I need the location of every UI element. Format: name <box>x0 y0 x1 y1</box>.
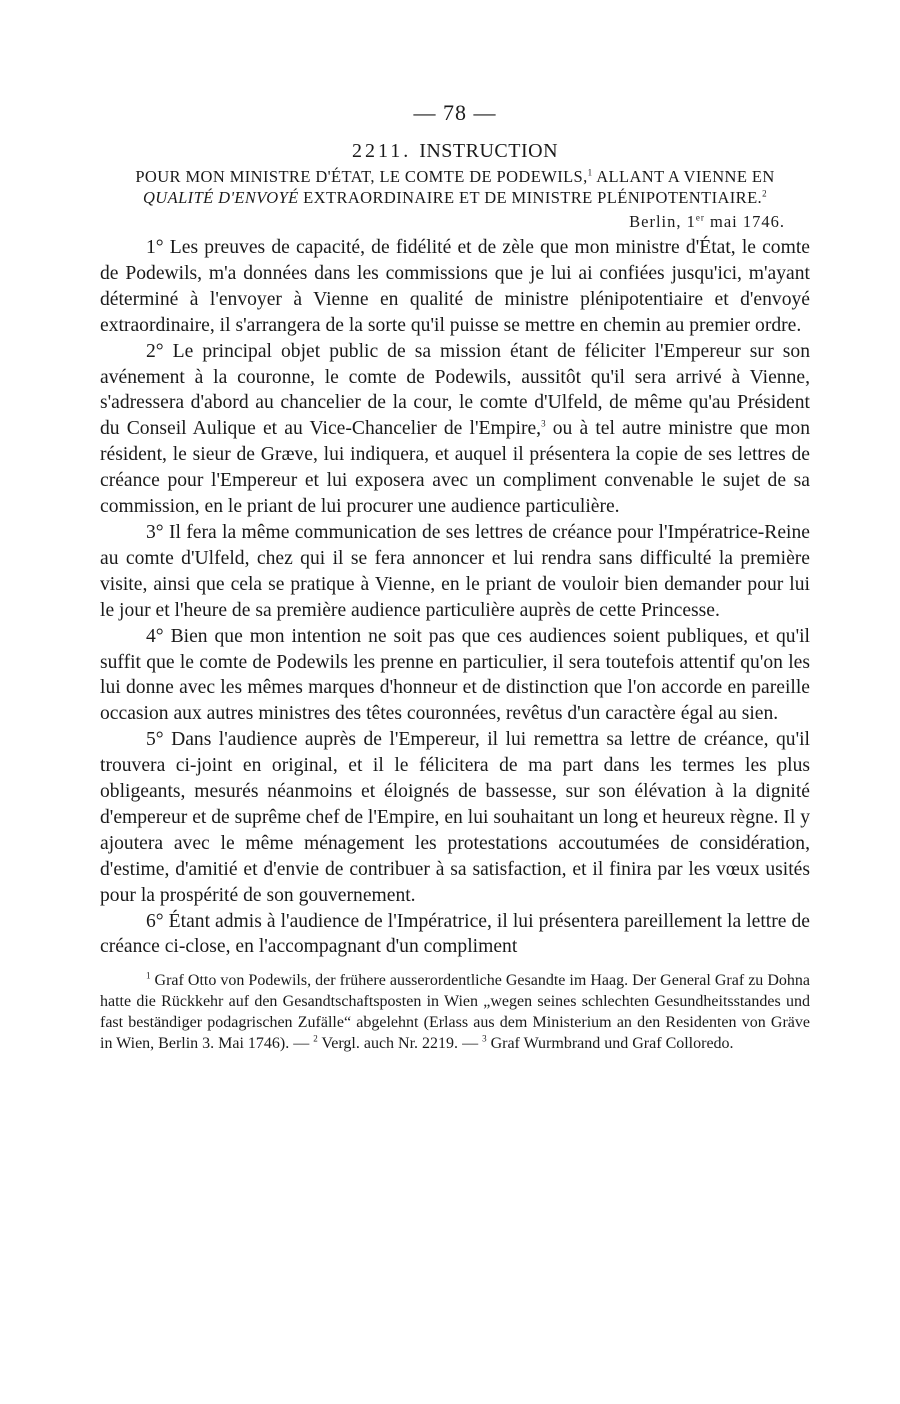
footnote-3-mark: 3 <box>482 1034 487 1045</box>
footnotes <box>100 970 810 1054</box>
paragraph-2-text-continued: ou à tel autre ministre que mon résident, le sieur de Græve, lui indiquera, et auquel il présentera la copie de ses lettres de créance pour l'Empereur et lui exposera avec un compliment convenable le sujet de sa commission, en le priant de lui procurer une audience particulière. <box>100 418 810 518</box>
footnote-separator-2: — <box>462 1035 479 1053</box>
document-heading <box>100 140 810 163</box>
document-number: 2211. <box>351 140 412 162</box>
dateline <box>100 212 785 232</box>
footnote-block <box>100 970 810 1054</box>
footnote-2-text: Vergl. auch Nr. 2219. <box>321 1035 459 1053</box>
subtitle-part-3: EXTRAORDINAIRE ET DE MINISTRE PLÉNIPOTENTIAIRE. <box>303 188 763 207</box>
subtitle-part-2: ALLANT A VIENNE EN <box>596 167 775 186</box>
dateline-day: 1 <box>686 212 696 231</box>
paragraph-2-text: 2° Le principal objet public de sa mission étant de féliciter l'Empereur sur son avénement à la couronne, le comte de Podewils, aussitôt qu'il sera arrivé à Vienne, s'adressera d'abord au chancelier de la cour, le comte d'Ulfeld, de même qu'au Président du Conseil Aulique et au Vice-Chancelier de l'Empire, <box>100 340 810 440</box>
subtitle-part-1: POUR MON MINISTRE D'ÉTAT, LE COMTE DE PODEWILS, <box>135 167 588 186</box>
subtitle-italic-part: QUALITÉ D'ENVOYÉ <box>142 188 299 207</box>
footnote-ref-2: 2 <box>762 188 767 199</box>
paragraph-2 <box>100 339 810 520</box>
document-subtitle <box>100 166 810 208</box>
footnote-2-mark: 2 <box>313 1034 318 1045</box>
document-title: INSTRUCTION <box>419 140 559 162</box>
footnote-separator-1: — <box>293 1035 310 1053</box>
paragraph-1: 1° Les preuves de capacité, de fidélité et de zèle que mon ministre d'État, le comte de Podewils, m'a données dans les commissions que je lui ai confiées jusqu'ici, m'ayant déterminé à l'envoyer à Vienne en qualité de ministre plénipotentiaire et d'envoyé extraordinaire, il s'arrangera de la sorte qu'il puisse se mettre en chemin au premier ordre. <box>100 237 810 336</box>
instruction-body <box>100 235 810 960</box>
footnote-ref-1: 1 <box>587 167 593 178</box>
dateline-place: Berlin, <box>629 212 682 231</box>
paragraph-3: 3° Il fera la même communication de ses lettres de créance pour l'Impératrice-Reine au comte d'Ulfeld, chez qui il se fera annoncer et lui rendra sans difficulté la première visite, ainsi que cela se pratique à Vienne, en le priant de vouloir bien demander pour lui le jour et l'heure de sa première audience particulière auprès de cette Princesse. <box>100 521 810 621</box>
paragraph-4: 4° Bien que mon intention ne soit pas que ces audiences soient publiques, et qu'il suffit que le comte de Podewils les prenne en particulier, il sera toutefois attentif qu'on les lui donne avec les mêmes marques d'honneur et de distinction que l'on accorde en pareille occasion aux autres ministres des têtes couronnées, revêtus d'un caractère égal au sien. <box>100 625 810 725</box>
paragraph-5: 5° Dans l'audience auprès de l'Empereur, il lui remettra sa lettre de créance, qu'il trouvera ci-joint en original, et il le félicitera de ma part dans les termes les plus obligeants, mesurés néanmoins et éloignés de bassesse, sur son élévation à la dignité d'empereur et de suprême chef de l'Empire, en lui souhaitant un long et heureux règne. Il y ajoutera avec le même ménagement les protestations accoutumées de considération, d'estime, d'amitié et d'envie de contribuer à sa satisfaction, et il finira par les vœux usités pour la prospérité de son gouvernement. <box>100 729 811 906</box>
dateline-rest: mai 1746. <box>710 212 785 231</box>
footnote-1-text: Graf Otto von Podewils, der frühere ausserordentliche Gesandte im Haag. Der General Graf zu Dohna hatte die Rückkehr auf den Gesandtschaftsposten in Wien „wegen seines schlechten Gesundheitsstandes und fast beständiger podagrischen Zufälle“ abgelehnt (Erlass aus dem Ministerium an den Residenten von Gräve in Wien, Berlin 3. Mai 1746). <box>100 972 810 1053</box>
footnote-3-text: Graf Wurmbrand und Graf Colloredo. <box>490 1035 734 1053</box>
footnote-ref-3: 3 <box>541 418 546 429</box>
footnote-1-mark: 1 <box>146 971 151 982</box>
dateline-day-suffix: er <box>695 212 705 223</box>
document-page <box>100 100 810 1054</box>
page-number: — 78 — <box>413 100 497 125</box>
paragraph-6: 6° Étant admis à l'audience de l'Impératrice, il lui présentera pareillement la lettre de créance ci-close, en l'accompagnant d'un compliment <box>100 910 810 958</box>
